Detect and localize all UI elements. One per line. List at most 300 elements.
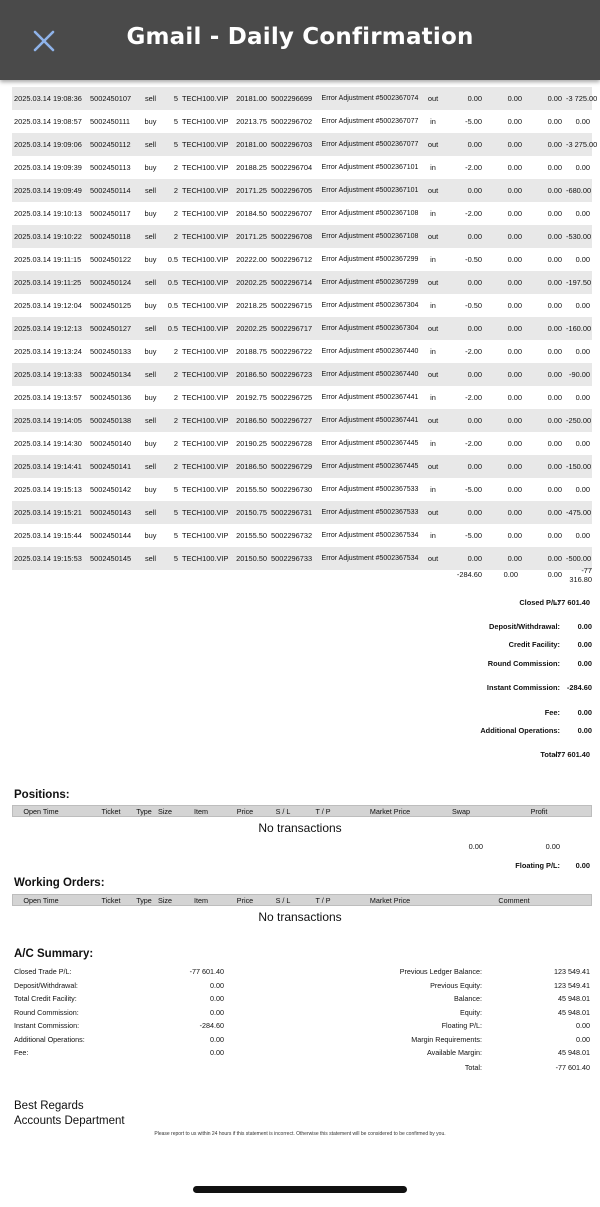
cell-time: 2025.03.14 19:13:57 (14, 393, 82, 402)
cell-dir: in (430, 117, 436, 126)
cell-fee: 0.00 (524, 225, 564, 248)
summary-label: Total: (540, 750, 560, 759)
positions-empty: No transactions (258, 821, 342, 835)
cell-dir: out (422, 363, 444, 386)
column-header: Profit (530, 807, 548, 816)
cell-price: 20188.25 (236, 163, 267, 172)
cell-profit: 0.00 (575, 484, 590, 494)
cell-fee: 0.00 (547, 347, 562, 356)
cell-item: TECH100.VIP (182, 347, 229, 356)
cell-ticket: 5002450142 (90, 485, 132, 494)
ac-right-label: Available Margin: (426, 1048, 482, 1057)
cell-item: TECH100.VIP (180, 133, 232, 156)
cell-time: 2025.03.14 19:09:39 (14, 163, 82, 172)
cell-price: 20150.75 (232, 501, 269, 524)
cell-ticket: 5002450144 (90, 531, 132, 540)
cell-dir: in (430, 531, 436, 540)
cell-type: buy (144, 531, 157, 540)
cell-profit: -3 725.00 (564, 87, 592, 110)
column-header: Open Time (23, 807, 59, 816)
cell-size: 2 (173, 209, 178, 218)
cell-fee: 0.00 (524, 179, 564, 202)
summary-value: -284.60 (566, 683, 592, 692)
cell-order: 5002296733 (269, 547, 318, 570)
cell-time: 2025.03.14 19:15:53 (12, 547, 88, 570)
table-row (12, 501, 592, 524)
cell-item: TECH100.VIP (180, 455, 232, 478)
cell-fee: 0.00 (524, 317, 564, 340)
floating-pl-value: 0.00 (575, 861, 590, 870)
cell-time: 2025.03.14 19:15:21 (12, 501, 88, 524)
cell-ticket: 5002450133 (90, 347, 132, 356)
cell-size: 5 (164, 547, 180, 570)
cell-ticket: 5002450127 (88, 317, 137, 340)
working-orders-header-row (12, 894, 592, 906)
closing-signature (14, 1099, 125, 1129)
cell-dir: in (430, 301, 436, 310)
ac-right-label: Floating P/L: (441, 1021, 482, 1030)
ac-right-value: 0.00 (576, 1035, 590, 1044)
cell-price: 20155.50 (236, 531, 267, 540)
table-row (12, 202, 592, 225)
cell-item: TECH100.VIP (180, 409, 232, 432)
cell-fee: 0.00 (524, 455, 564, 478)
positions-header-row (12, 805, 592, 817)
cell-swap: 0.00 (484, 225, 524, 248)
cell-fee: 0.00 (547, 485, 562, 494)
summary-label: Deposit/Withdrawal: (489, 622, 560, 631)
cell-item: TECH100.VIP (180, 271, 232, 294)
summary-label: Round Commission: (487, 659, 560, 668)
summary-label: Additional Operations: (480, 726, 560, 735)
cell-comment: Error Adjustment #5002367074 (318, 87, 422, 110)
cell-commission: -2.00 (465, 347, 482, 356)
cell-comment: Error Adjustment #5002367440 (321, 348, 419, 355)
page-title: Gmail - Daily Confirmation (126, 24, 474, 50)
cell-commission: 0.00 (444, 271, 484, 294)
cell-item: TECH100.VIP (182, 163, 229, 172)
cell-fee: 0.00 (547, 209, 562, 218)
ac-left-value: -77 601.40 (189, 967, 224, 976)
table-row (12, 271, 592, 294)
cell-ticket: 5002450125 (90, 301, 132, 310)
cell-dir: out (422, 455, 444, 478)
cell-comment: Error Adjustment #5002367445 (318, 455, 422, 478)
cell-swap: 0.00 (507, 347, 522, 356)
column-header: Price (236, 807, 254, 816)
ac-right-value: 123 549.41 (554, 981, 590, 990)
cell-comment: Error Adjustment #5002367441 (318, 409, 422, 432)
cell-price: 20155.50 (236, 485, 267, 494)
cell-swap: 0.00 (507, 117, 522, 126)
cell-type: sell (137, 501, 164, 524)
ac-right-label: Total: (464, 1063, 482, 1072)
column-header: Size (158, 807, 172, 816)
cell-size: 2 (164, 363, 180, 386)
cell-swap: 0.00 (484, 547, 524, 570)
cell-order: 5002296727 (269, 409, 318, 432)
total-fee: 0.00 (547, 570, 562, 579)
ac-right-value: 45 948.01 (558, 1048, 590, 1057)
cell-commission: 0.00 (444, 87, 484, 110)
cell-type: sell (137, 179, 164, 202)
cell-type: buy (144, 485, 157, 494)
cell-fee: 0.00 (547, 163, 562, 172)
cell-dir: out (422, 133, 444, 156)
cell-type: buy (144, 439, 157, 448)
cell-swap: 0.00 (507, 255, 522, 264)
cell-size: 2 (173, 163, 178, 172)
floating-pl-label: Floating P/L: (515, 861, 560, 870)
cell-fee: 0.00 (524, 271, 564, 294)
cell-time: 2025.03.14 19:08:36 (12, 87, 88, 110)
cell-time: 2025.03.14 19:15:13 (14, 485, 82, 494)
cell-dir: out (422, 409, 444, 432)
cell-time: 2025.03.14 19:11:15 (14, 255, 82, 264)
cell-item: TECH100.VIP (180, 547, 232, 570)
cell-size: 2 (164, 179, 180, 202)
cell-profit: -530.00 (564, 225, 592, 248)
cell-ticket: 5002450143 (88, 501, 137, 524)
table-row (12, 87, 592, 110)
ac-right-value: 45 948.01 (558, 1008, 590, 1017)
cell-profit: -500.00 (564, 547, 592, 570)
cell-fee: 0.00 (524, 87, 564, 110)
cell-profit: 0.00 (575, 438, 590, 448)
cell-price: 20192.75 (236, 393, 267, 402)
cell-dir: in (430, 393, 436, 402)
cell-comment: Error Adjustment #5002367077 (318, 133, 422, 156)
cell-price: 20186.50 (232, 409, 269, 432)
summary-value: 0.00 (577, 726, 592, 735)
cell-fee: 0.00 (524, 133, 564, 156)
cell-ticket: 5002450113 (90, 163, 131, 172)
cell-swap: 0.00 (484, 271, 524, 294)
table-row (12, 294, 592, 317)
cell-time: 2025.03.14 19:12:13 (12, 317, 88, 340)
cell-size: 2 (173, 347, 178, 356)
cell-comment: Error Adjustment #5002367534 (318, 547, 422, 570)
cell-comment: Error Adjustment #5002367445 (321, 440, 419, 447)
column-header: Open Time (23, 896, 59, 905)
cell-fee: 0.00 (524, 363, 564, 386)
cell-commission: -2.00 (465, 439, 482, 448)
cell-commission: -2.00 (465, 209, 482, 218)
cell-comment: Error Adjustment #5002367533 (321, 486, 419, 493)
cell-ticket: 5002450136 (90, 393, 132, 402)
cell-time: 2025.03.14 19:14:41 (12, 455, 88, 478)
cell-order: 5002296729 (269, 455, 318, 478)
cell-order: 5002296708 (269, 225, 318, 248)
total-swap: 0.00 (503, 570, 518, 579)
cell-ticket: 5002450107 (88, 87, 137, 110)
cell-price: 20188.75 (236, 347, 267, 356)
column-header: Ticket (101, 807, 121, 816)
cell-size: 5 (173, 117, 178, 126)
cell-ticket: 5002450140 (90, 439, 132, 448)
positions-profit-total: 0.00 (545, 842, 560, 851)
cell-swap: 0.00 (507, 485, 522, 494)
ac-left-label: Fee: (14, 1048, 29, 1057)
cell-profit: 0.00 (575, 530, 590, 540)
cell-profit: 0.00 (575, 254, 590, 264)
cell-commission: -5.00 (465, 531, 482, 540)
cell-comment: Error Adjustment #5002367077 (321, 118, 419, 125)
cell-swap: 0.00 (484, 409, 524, 432)
cell-commission: -2.00 (465, 163, 482, 172)
cell-profit: 0.00 (575, 208, 590, 218)
cell-order: 5002296702 (271, 117, 313, 126)
ac-right-value: 0.00 (576, 1021, 590, 1030)
cell-comment: Error Adjustment #5002367108 (318, 225, 422, 248)
cell-commission: 0.00 (444, 179, 484, 202)
column-header: Price (236, 896, 254, 905)
column-header: Market Price (369, 807, 411, 816)
cell-swap: 0.00 (484, 87, 524, 110)
cell-commission: 0.00 (444, 317, 484, 340)
home-indicator[interactable] (193, 1186, 407, 1193)
cell-order: 5002296705 (269, 179, 318, 202)
cell-price: 20181.00 (232, 133, 269, 156)
cell-swap: 0.00 (507, 209, 522, 218)
cell-type: sell (137, 547, 164, 570)
cell-swap: 0.00 (484, 179, 524, 202)
cell-profit: 0.00 (575, 392, 590, 402)
table-row (12, 133, 592, 156)
ac-right-value: 123 549.41 (554, 967, 590, 976)
cell-order: 5002296714 (269, 271, 318, 294)
table-row (12, 547, 592, 570)
cell-type: buy (144, 163, 157, 172)
cell-comment: Error Adjustment #5002367101 (318, 179, 422, 202)
cell-time: 2025.03.14 19:09:49 (12, 179, 88, 202)
cell-type: sell (137, 455, 164, 478)
ac-left-value: 0.00 (210, 994, 224, 1003)
cell-size: 0.5 (164, 271, 180, 294)
cell-price: 20186.50 (232, 455, 269, 478)
positions-swap-total: 0.00 (468, 842, 483, 851)
cell-price: 20202.25 (232, 317, 269, 340)
cell-item: TECH100.VIP (182, 439, 229, 448)
cell-order: 5002296699 (269, 87, 318, 110)
cell-type: buy (144, 117, 157, 126)
summary-value: 0.00 (577, 622, 592, 631)
summary-label: Credit Facility: (508, 640, 560, 649)
cell-order: 5002296712 (271, 255, 313, 264)
cell-price: 20190.25 (236, 439, 267, 448)
cell-dir: in (430, 163, 436, 172)
summary-value: -77 601.40 (554, 598, 590, 607)
cell-size: 0.5 (164, 317, 180, 340)
ac-left-value: 0.00 (210, 1035, 224, 1044)
cell-item: TECH100.VIP (182, 301, 229, 310)
summary-label: Instant Commission: (486, 683, 560, 692)
cell-order: 5002296715 (271, 301, 313, 310)
cell-fee: 0.00 (547, 531, 562, 540)
cell-size: 0.5 (167, 255, 178, 264)
cell-item: TECH100.VIP (182, 117, 229, 126)
cell-comment: Error Adjustment #5002367108 (321, 210, 419, 217)
cell-profit: -250.00 (564, 409, 592, 432)
column-header: T / P (315, 896, 331, 905)
cell-fee: 0.00 (547, 117, 562, 126)
table-row (12, 363, 592, 386)
cell-time: 2025.03.14 19:14:05 (12, 409, 88, 432)
cell-fee: 0.00 (547, 393, 562, 402)
cell-dir: out (422, 225, 444, 248)
cell-dir: out (422, 547, 444, 570)
cell-swap: 0.00 (507, 531, 522, 540)
cell-swap: 0.00 (484, 133, 524, 156)
cell-ticket: 5002450117 (90, 209, 131, 218)
cell-swap: 0.00 (484, 363, 524, 386)
cell-size: 0.5 (167, 301, 178, 310)
cell-commission: 0.00 (444, 455, 484, 478)
cell-size: 5 (164, 133, 180, 156)
column-header: Item (194, 807, 208, 816)
cell-type: buy (144, 301, 157, 310)
ac-right-value: 45 948.01 (558, 994, 590, 1003)
cell-dir: out (422, 87, 444, 110)
cell-ticket: 5002450118 (88, 225, 137, 248)
cell-commission: -0.50 (465, 255, 482, 264)
cell-profit: -150.00 (564, 455, 592, 478)
cell-type: sell (137, 409, 164, 432)
cell-fee: 0.00 (524, 501, 564, 524)
cell-fee: 0.00 (547, 301, 562, 310)
cell-time: 2025.03.14 19:15:44 (14, 531, 82, 540)
table-row (12, 409, 592, 432)
cell-price: 20218.25 (236, 301, 267, 310)
cell-profit: -680.00 (564, 179, 592, 202)
ac-summary-heading: A/C Summary: (14, 948, 94, 960)
cell-time: 2025.03.14 19:08:57 (14, 117, 82, 126)
cell-ticket: 5002450141 (88, 455, 137, 478)
cell-size: 2 (173, 439, 178, 448)
accounts-department: Accounts Department (14, 1115, 125, 1127)
cell-commission: -5.00 (465, 117, 482, 126)
ac-left-label: Deposit/Withdrawal: (14, 981, 78, 990)
ac-left-label: Round Commission: (14, 1008, 79, 1017)
ac-left-label: Total Credit Facility: (14, 994, 77, 1003)
cell-profit: -3 275.00 (564, 133, 592, 156)
cell-price: 20171.25 (232, 179, 269, 202)
cell-item: TECH100.VIP (180, 317, 232, 340)
cell-price: 20184.50 (236, 209, 267, 218)
cell-order: 5002296704 (271, 163, 313, 172)
cell-swap: 0.00 (507, 301, 522, 310)
cell-dir: in (430, 347, 436, 356)
cell-ticket: 5002450111 (90, 117, 131, 126)
ac-left-label: Closed Trade P/L: (14, 967, 72, 976)
cell-time: 2025.03.14 19:10:22 (12, 225, 88, 248)
cell-comment: Error Adjustment #5002367101 (321, 164, 419, 171)
cell-order: 5002296731 (269, 501, 318, 524)
table-row (12, 156, 592, 179)
total-profit: -77 316.80 (569, 566, 592, 584)
cell-time: 2025.03.14 19:12:04 (14, 301, 82, 310)
cell-commission: -0.50 (465, 301, 482, 310)
ac-left-value: -284.60 (199, 1021, 224, 1030)
cell-size: 5 (164, 501, 180, 524)
summary-value: 0.00 (577, 659, 592, 668)
best-regards: Best Regards (14, 1100, 84, 1112)
cell-type: buy (144, 393, 157, 402)
summary-label: Fee: (544, 708, 560, 717)
cell-type: sell (137, 363, 164, 386)
cell-item: TECH100.VIP (180, 179, 232, 202)
table-row (12, 432, 592, 455)
cell-order: 5002296728 (271, 439, 313, 448)
cell-fee: 0.00 (524, 409, 564, 432)
cell-item: TECH100.VIP (180, 501, 232, 524)
cell-ticket: 5002450122 (90, 255, 132, 264)
cell-swap: 0.00 (484, 455, 524, 478)
cell-item: TECH100.VIP (182, 209, 229, 218)
cell-commission: 0.00 (444, 363, 484, 386)
cell-dir: out (422, 271, 444, 294)
cell-profit: 0.00 (575, 300, 590, 310)
column-header: Type (136, 807, 152, 816)
cell-price: 20202.25 (232, 271, 269, 294)
cell-item: TECH100.VIP (182, 485, 229, 494)
table-row (12, 340, 592, 363)
cell-price: 20171.25 (232, 225, 269, 248)
ac-right-label: Balance: (454, 994, 482, 1003)
cell-fee: 0.00 (547, 255, 562, 264)
cell-comment: Error Adjustment #5002367441 (321, 394, 419, 401)
cell-commission: 0.00 (444, 133, 484, 156)
cell-dir: in (430, 209, 436, 218)
cell-ticket: 5002450138 (88, 409, 137, 432)
summary-value: -77 601.40 (554, 750, 590, 759)
ac-left-value: 0.00 (210, 1008, 224, 1017)
ac-right-label: Previous Ledger Balance: (399, 967, 482, 976)
cell-profit: 0.00 (575, 116, 590, 126)
cell-order: 5002296730 (271, 485, 313, 494)
column-header: Market Price (369, 896, 411, 905)
column-header: Ticket (101, 896, 121, 905)
cell-size: 2 (164, 455, 180, 478)
cell-size: 2 (164, 225, 180, 248)
cell-dir: in (430, 485, 436, 494)
column-header: Type (136, 896, 152, 905)
table-row (12, 478, 592, 501)
cell-comment: Error Adjustment #5002367440 (318, 363, 422, 386)
cell-commission: 0.00 (444, 501, 484, 524)
ac-left-label: Instant Commission: (14, 1021, 80, 1030)
column-header: S / L (275, 807, 291, 816)
column-header: Swap (452, 807, 470, 816)
cell-type: buy (144, 347, 157, 356)
cell-price: 20181.00 (232, 87, 269, 110)
cell-type: sell (137, 317, 164, 340)
cell-size: 2 (173, 393, 178, 402)
table-row (12, 455, 592, 478)
cell-time: 2025.03.14 19:13:24 (14, 347, 82, 356)
cell-profit: -160.00 (564, 317, 592, 340)
cell-dir: in (430, 439, 436, 448)
cell-profit: -475.00 (564, 501, 592, 524)
cell-item: TECH100.VIP (182, 255, 229, 264)
cell-commission: 0.00 (444, 225, 484, 248)
ac-left-label: Additional Operations: (14, 1035, 85, 1044)
cell-size: 5 (173, 485, 178, 494)
cell-order: 5002296732 (271, 531, 313, 540)
column-header: Size (158, 896, 172, 905)
cell-fee: 0.00 (524, 547, 564, 570)
cell-profit: 0.00 (575, 346, 590, 356)
